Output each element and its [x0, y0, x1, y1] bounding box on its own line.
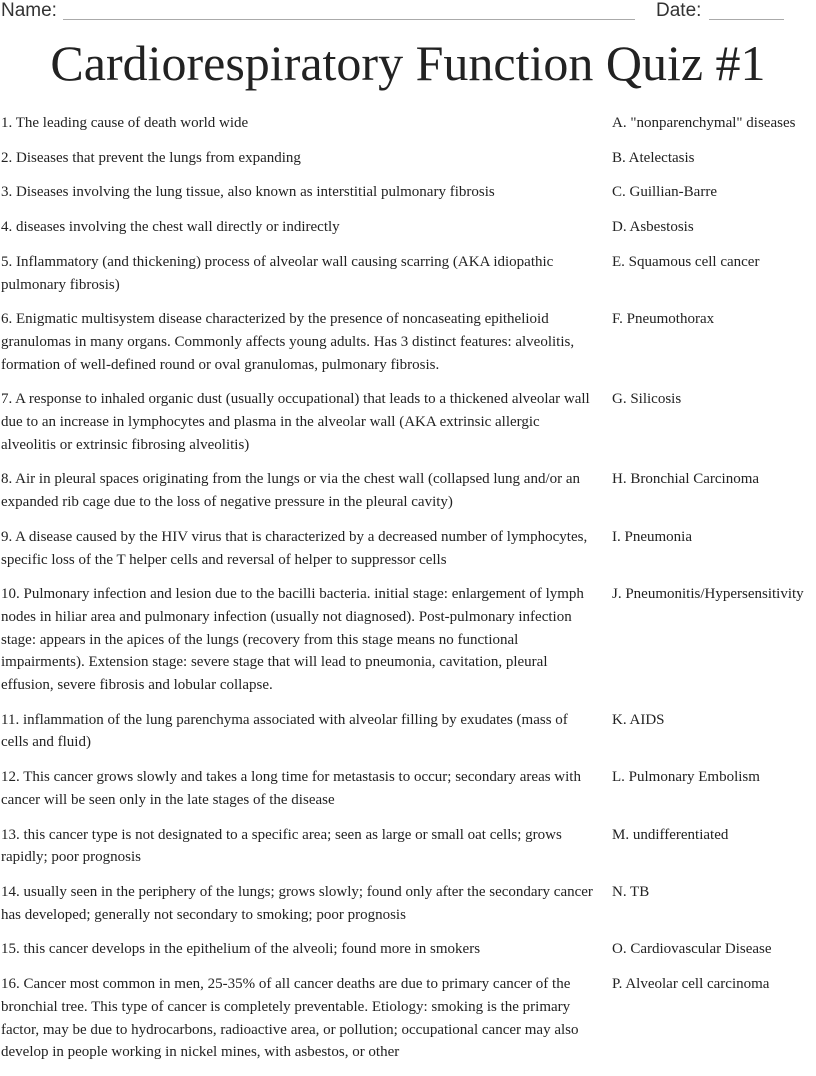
- answer-option: N. TB: [612, 883, 650, 900]
- question-text: 5. Inflammatory (and thickening) process of alveolar wall causing scarring (AKA idiopathic pulmonary fibrosis): [1, 253, 554, 293]
- question-row: [0, 147, 816, 170]
- question-row: [0, 526, 816, 571]
- question-row: [0, 251, 816, 296]
- question-text: 3. Diseases involving the lung tissue, also known as interstitial pulmonary fibrosis: [1, 184, 495, 201]
- answer-option: E. Squamous cell cancer: [612, 253, 760, 270]
- question-text: 9. A disease caused by the HIV virus that is characterized by a decreased number of lymphocytes, specific loss of the T helper cells and reversal of helper to suppressor cells: [1, 528, 588, 568]
- name-label: Name:: [1, 0, 57, 21]
- answer-option: A. "nonparenchymal" diseases: [612, 115, 796, 131]
- question-row: [0, 824, 816, 869]
- question-row: [0, 468, 816, 513]
- question-text: 4. diseases involving the chest wall directly or indirectly: [1, 219, 340, 236]
- question-row: [0, 938, 816, 961]
- question-text: 10. Pulmonary infection and lesion due to the bacilli bacteria. initial stage: enlargement of lymph nodes in hiliar area and pulmonary infection (usually not diagnosed). Post-pulmonary infection stage: appears in the apices of the lungs (recovery from this stage means no functional impairments). Extension stage: severe stage that will lead to pneumonia, cavitation, pleural effusion, severe fibrosis and lobular collapse.: [1, 586, 584, 694]
- question-row: [0, 766, 816, 811]
- answer-option: K. AIDS: [612, 711, 665, 728]
- question-text: 14. usually seen in the periphery of the lungs; grows slowly; found only after the secondary cancer has developed; generally not secondary to smoking; poor prognosis: [1, 883, 593, 923]
- question-text: 2. Diseases that prevent the lungs from expanding: [1, 149, 301, 166]
- answer-option: G. Silicosis: [612, 391, 682, 408]
- date-label: Date:: [656, 0, 702, 21]
- answer-option: J. Pneumonitis/Hypersensitivity: [612, 586, 804, 603]
- answer-option: D. Asbestosis: [612, 219, 694, 236]
- question-list: [0, 112, 816, 1076]
- answer-option: L. Pulmonary Embolism: [612, 769, 760, 786]
- answer-option: F. Pneumothorax: [612, 311, 715, 328]
- answer-option: H. Bronchial Carcinoma: [612, 471, 760, 488]
- question-row: [0, 181, 816, 204]
- question-text: 13. this cancer type is not designated to a specific area; seen as large or small oat cells; grows rapidly; poor prognosis: [1, 826, 562, 866]
- name-field[interactable]: [63, 19, 635, 20]
- question-row: [0, 216, 816, 239]
- question-text: 12. This cancer grows slowly and takes a long time for metastasis to occur; secondary areas with cancer will be seen only in the late stages of the disease: [1, 769, 581, 808]
- question-text: 11. inflammation of the lung parenchyma associated with alveolar filling by exudates (mass of cells and fluid): [1, 711, 568, 751]
- question-row: [0, 709, 816, 754]
- student-info-header: [0, 0, 816, 24]
- question-text: 6. Enigmatic multisystem disease characterized by the presence of noncaseating epithelioid granulomas in many organs. Commonly affects young adults. Has 3 distinct features: alveolitis, formation of well-defined round or oval granulomas, pulmonary fibrosis.: [1, 311, 575, 373]
- answer-option: B. Atelectasis: [612, 149, 695, 166]
- answer-option: C. Guillian-Barre: [612, 184, 717, 201]
- answer-option: O. Cardiovascular Disease: [612, 941, 772, 958]
- question-text: 16. Cancer most common in men, 25-35% of all cancer deaths are due to primary cancer of the bronchial tree. This type of cancer is completely preventable. Etiology: smoking is the primary factor, may be due to hydrocarbons, radioactive area, or pollution; occupational cancer may also develop in people working in nickel mines, with asbestos, or other: [1, 976, 579, 1061]
- question-row: [0, 112, 816, 135]
- answer-option: I. Pneumonia: [612, 528, 692, 545]
- date-field[interactable]: [709, 19, 784, 20]
- question-row: [0, 973, 816, 1064]
- answer-option: M. undifferentiated: [612, 826, 729, 843]
- question-row: [0, 881, 816, 926]
- quiz-title: Cardiorespiratory Function Quiz #1: [50, 35, 766, 91]
- question-text: 7. A response to inhaled organic dust (usually occupational) that leads to a thickened alveolar wall due to an increase in lymphocytes and plasma in the alveolar wall (AKA extrinsic allergic alveolitis or extrinsic fibrosing alveolitis): [1, 391, 590, 453]
- question-row: [0, 388, 816, 456]
- question-row: [0, 308, 816, 376]
- question-text: 1. The leading cause of death world wide: [1, 115, 249, 131]
- question-text: 15. this cancer develops in the epithelium of the alveoli; found more in smokers: [1, 941, 481, 958]
- answer-option: P. Alveolar cell carcinoma: [612, 976, 770, 993]
- question-text: 8. Air in pleural spaces originating from the lungs or via the chest wall (collapsed lung and/or an expanded rib cage due to the loss of negative pressure in the pleural cavity): [1, 471, 581, 511]
- question-row: [0, 583, 816, 697]
